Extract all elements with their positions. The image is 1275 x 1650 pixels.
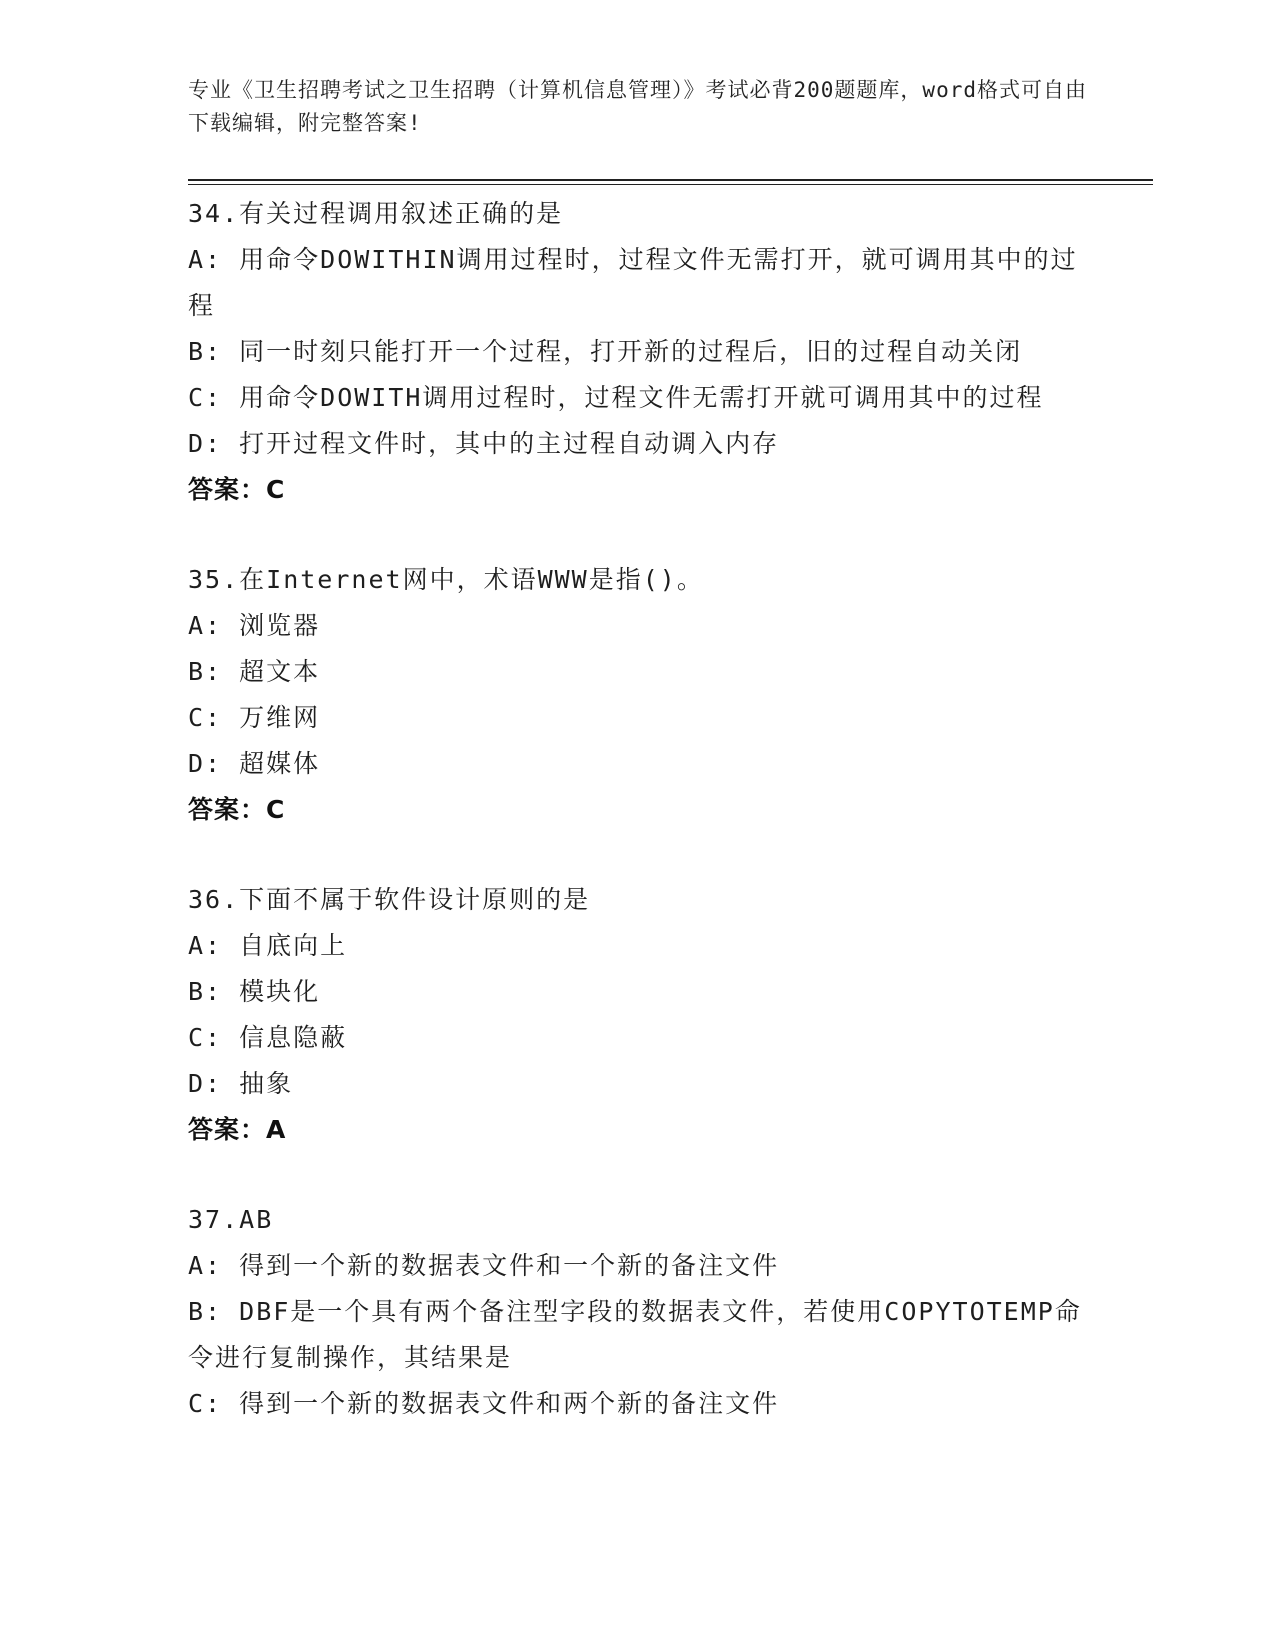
question-list [188, 191, 1088, 1471]
question-34 [188, 191, 1088, 513]
option-a: A: 用命令DOWITHIN调用过程时，过程文件无需打开，就可调用其中的过程 [188, 245, 1078, 320]
option-c: C: 得到一个新的数据表文件和两个新的备注文件 [188, 1389, 780, 1418]
option-a: A: 得到一个新的数据表文件和一个新的备注文件 [188, 1251, 780, 1280]
question-36 [188, 877, 1088, 1153]
option-d: D: 打开过程文件时，其中的主过程自动调入内存 [188, 429, 780, 458]
question-stem: 37.AB [188, 1205, 274, 1234]
question-35 [188, 557, 1088, 833]
option-b: B: DBF是一个具有两个备注型字段的数据表文件，若使用COPYTOTEMP命令进行复制操作，其结果是 [188, 1297, 1082, 1372]
header-rule-thin [188, 184, 1153, 185]
header-text: 专业《卫生招聘考试之卫生招聘（计算机信息管理）》考试必背200题题库，word格式可自由下载编辑，附完整答案! [188, 78, 1087, 135]
option-d: D: 超媒体 [188, 749, 321, 778]
option-a: A: 浏览器 [188, 611, 321, 640]
option-a: A: 自底向上 [188, 931, 348, 960]
question-stem: 34.有关过程调用叙述正确的是 [188, 199, 564, 228]
answer-label: 答案：C [188, 795, 286, 824]
option-c: C: 信息隐蔽 [188, 1023, 348, 1052]
option-d: D: 抽象 [188, 1069, 294, 1098]
option-b: B: 同一时刻只能打开一个过程，打开新的过程后，旧的过程自动关闭 [188, 337, 1023, 366]
header-rule-thick [188, 179, 1153, 181]
question-37 [188, 1197, 1088, 1427]
question-stem: 36.下面不属于软件设计原则的是 [188, 885, 591, 914]
question-stem: 35.在Internet网中，术语WWW是指()。 [188, 565, 704, 594]
answer-label: 答案：A [188, 1115, 287, 1144]
option-c: C: 用命令DOWITH调用过程时，过程文件无需打开就可调用其中的过程 [188, 383, 1044, 412]
page-header [188, 74, 1088, 140]
option-b: B: 超文本 [188, 657, 321, 686]
answer-label: 答案：C [188, 475, 286, 504]
option-c: C: 万维网 [188, 703, 321, 732]
option-b: B: 模块化 [188, 977, 321, 1006]
